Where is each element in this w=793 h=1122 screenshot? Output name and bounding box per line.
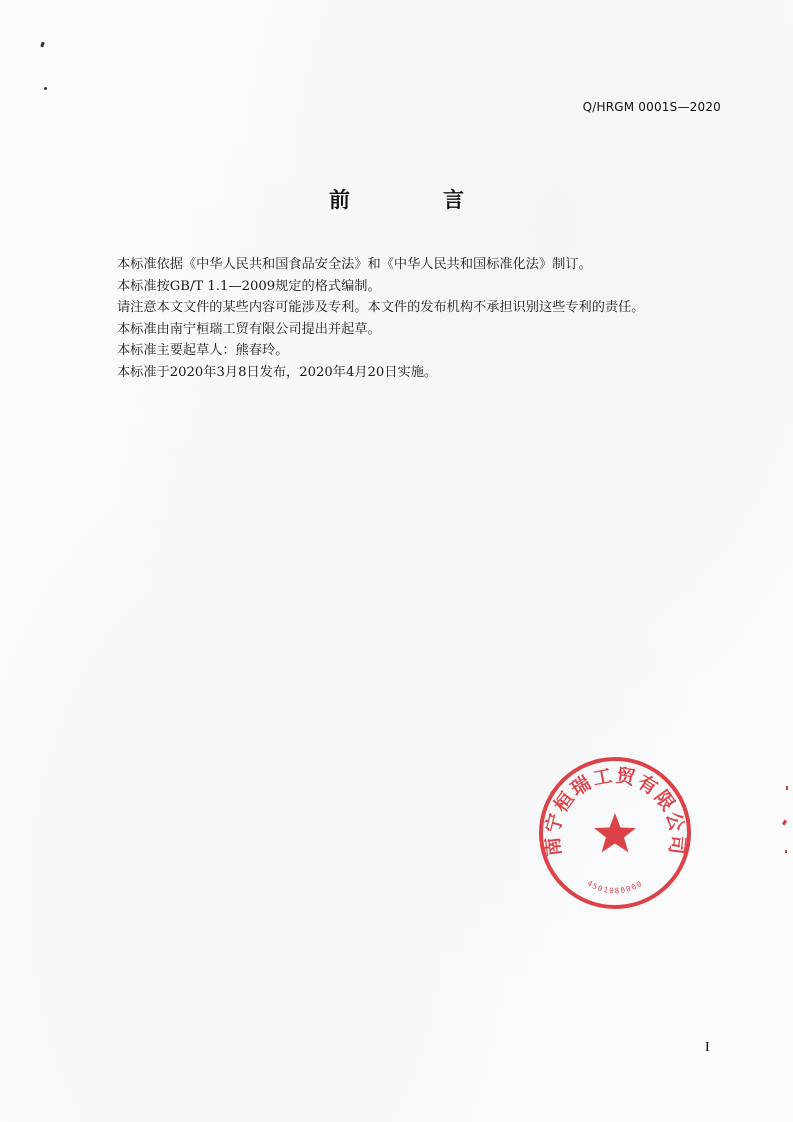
scan-speck bbox=[785, 850, 787, 853]
page-number: I bbox=[705, 1040, 710, 1055]
document-code: Q/HRGM 0001S—2020 bbox=[582, 100, 721, 114]
foreword-body bbox=[117, 254, 717, 383]
paragraph: 本标准依据《中华人民共和国食品安全法》和《中华人民共和国标准化法》制订。 bbox=[117, 257, 592, 272]
page-title: 前 言 bbox=[329, 188, 500, 212]
seal-text: 南宁桓瑞工贸有限公司 bbox=[541, 764, 689, 858]
paragraph: 本标准由南宁桓瑞工贸有限公司提出并起草。 bbox=[117, 321, 381, 337]
star-icon bbox=[594, 813, 636, 853]
svg-text:4501080000 bbox=[586, 879, 645, 896]
paragraph: 本标准于2020年3月8日发布，2020年4月20日实施。 bbox=[117, 364, 438, 380]
paragraph: 请注意本文文件的某些内容可能涉及专利。本文件的发布机构不承担识别这些专利的责任。 bbox=[117, 300, 645, 315]
scan-speck bbox=[44, 87, 47, 90]
paragraph: 本标准主要起草人：熊春玲。 bbox=[117, 343, 289, 358]
scan-speck bbox=[786, 786, 788, 790]
paragraph: 本标准按GB/T 1.1—2009规定的格式编制。 bbox=[117, 278, 381, 294]
company-seal bbox=[537, 755, 693, 911]
seal-number: 4501080000 bbox=[585, 878, 645, 896]
scan-speck bbox=[782, 820, 787, 826]
scan-speck bbox=[40, 42, 45, 48]
